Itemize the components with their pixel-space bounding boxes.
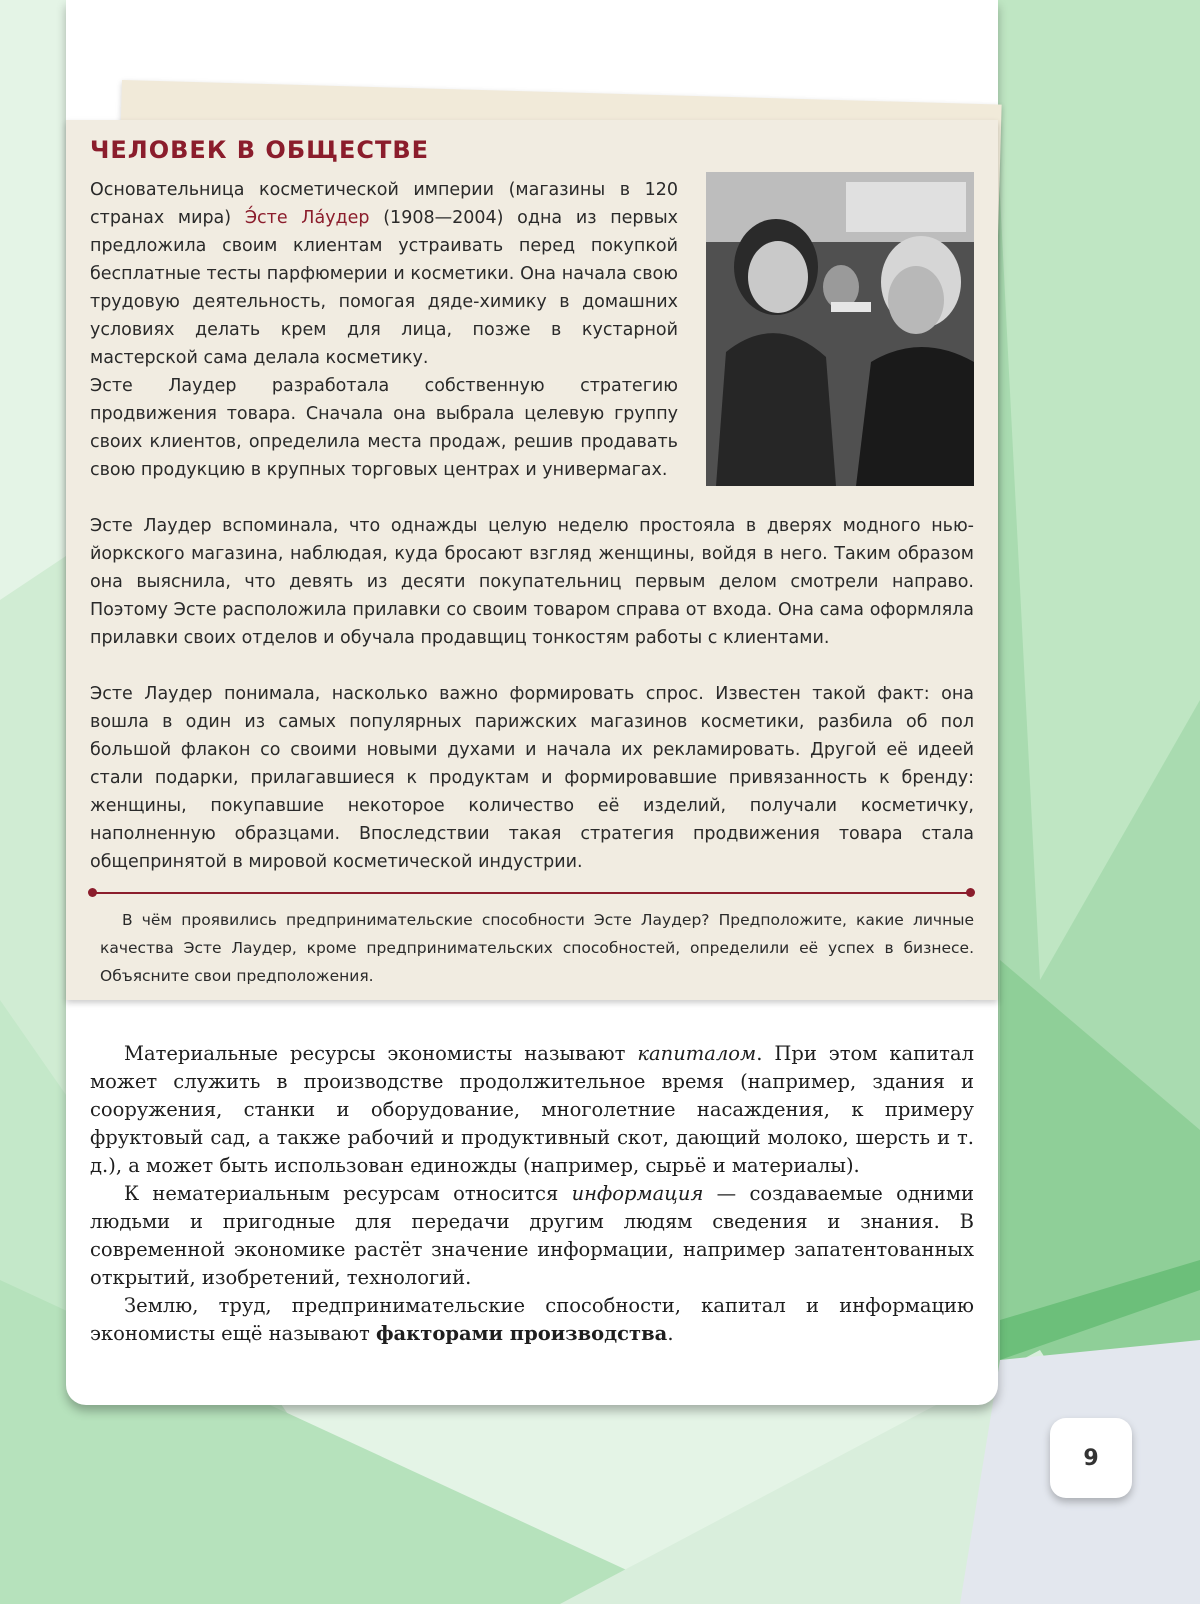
- box-title: ЧЕЛОВЕК В ОБЩЕСТВЕ: [90, 136, 430, 164]
- estee-lauder-photo: [706, 172, 974, 486]
- main-paragraph-1: Материальные ресурсы экономисты называют капиталом. При этом капитал может служить в производстве продолжительное время (например, здания и сооружения, станки и оборудование, многолетние насаждения, к примеру фруктовый сад, а также рабочий и продуктивный скот, дающий молоко, шерсть и т. д.), а может быть использован единожды (например, сырьё и материалы).: [90, 1042, 974, 1177]
- term-information: информация: [571, 1182, 704, 1205]
- question-text: В чём проявились предпринимательские способности Эсте Лаудер? Предположите, какие личные качества Эсте Лаудер, кроме предпринимательских способностей, определили её успех в бизнесе. Объясните свои предположения.: [100, 911, 974, 985]
- divider-dot-left: [88, 888, 97, 897]
- box-paragraph-1: Основательница косметической империи (магазины в 120 странах мира) Э́сте Ла́удер (1908—2004) одна из первых предложила своим клиентам устраивать перед покупкой бесплатные тесты парфюмерии и косметики. Она начала свою трудовую деятельность, помогая дяде-химику в домашних условиях делать крем для лица, позже в кустарной мастерской сама делала косметику.: [90, 180, 678, 368]
- main-paragraph-2: К нематериальным ресурсам относится информация — создаваемые одними людьми и пригодные для передачи другим людям сведения и знания. В современной экономике растёт значение информации, например запатентованных открытий, изобретений, технологий.: [90, 1182, 974, 1289]
- main-paragraph-3: Землю, труд, предпринимательские способности, капитал и информацию экономисты ещё называют факторами производства.: [90, 1294, 974, 1345]
- person-name: Э́сте Ла́удер: [244, 208, 370, 228]
- box-paragraph-2: Эсте Лаудер разработала собственную стратегию продвижения товара. Сначала она выбрала целевую группу своих клиентов, определила места продаж, решив продавать свою продукцию в крупных торговых центрах и универмагах.: [90, 376, 678, 480]
- divider-line: [90, 892, 974, 894]
- page-number: 9: [1050, 1418, 1132, 1498]
- divider-dot-right: [966, 888, 975, 897]
- term-capital: капиталом: [637, 1042, 757, 1065]
- box-paragraph-4: Эсте Лаудер понимала, насколько важно формировать спрос. Известен такой факт: она вошла в один из самых популярных парижских магазинов косметики, разбила об пол большой флакон со своими новыми духами и начала их рекламировать. Другой её идеей стали подарки, прилагавшиеся к продуктам и формировавшие привязанность к бренду: женщины, покупавшие некоторое количество её изделий, получали косметичку, наполненную образцами. Впоследствии такая стратегия продвижения товара стала общепринятой в мировой косметической индустрии.: [90, 684, 974, 872]
- box-paragraph-3: Эсте Лаудер вспоминала, что однажды целую неделю простояла в дверях модного нью-йоркского магазина, наблюдая, куда бросают взгляд женщины, войдя в него. Таким образом она выяснила, что девять из десяти покупательниц первым делом смотрели направо. Поэтому Эсте расположила прилавки со своим товаром справа от входа. Она сама оформляла прилавки своих отделов и обучала продавщиц тонкостям работы с клиентами.: [90, 516, 974, 648]
- term-production-factors: факторами производства: [375, 1322, 668, 1345]
- main-text: [90, 1040, 974, 1348]
